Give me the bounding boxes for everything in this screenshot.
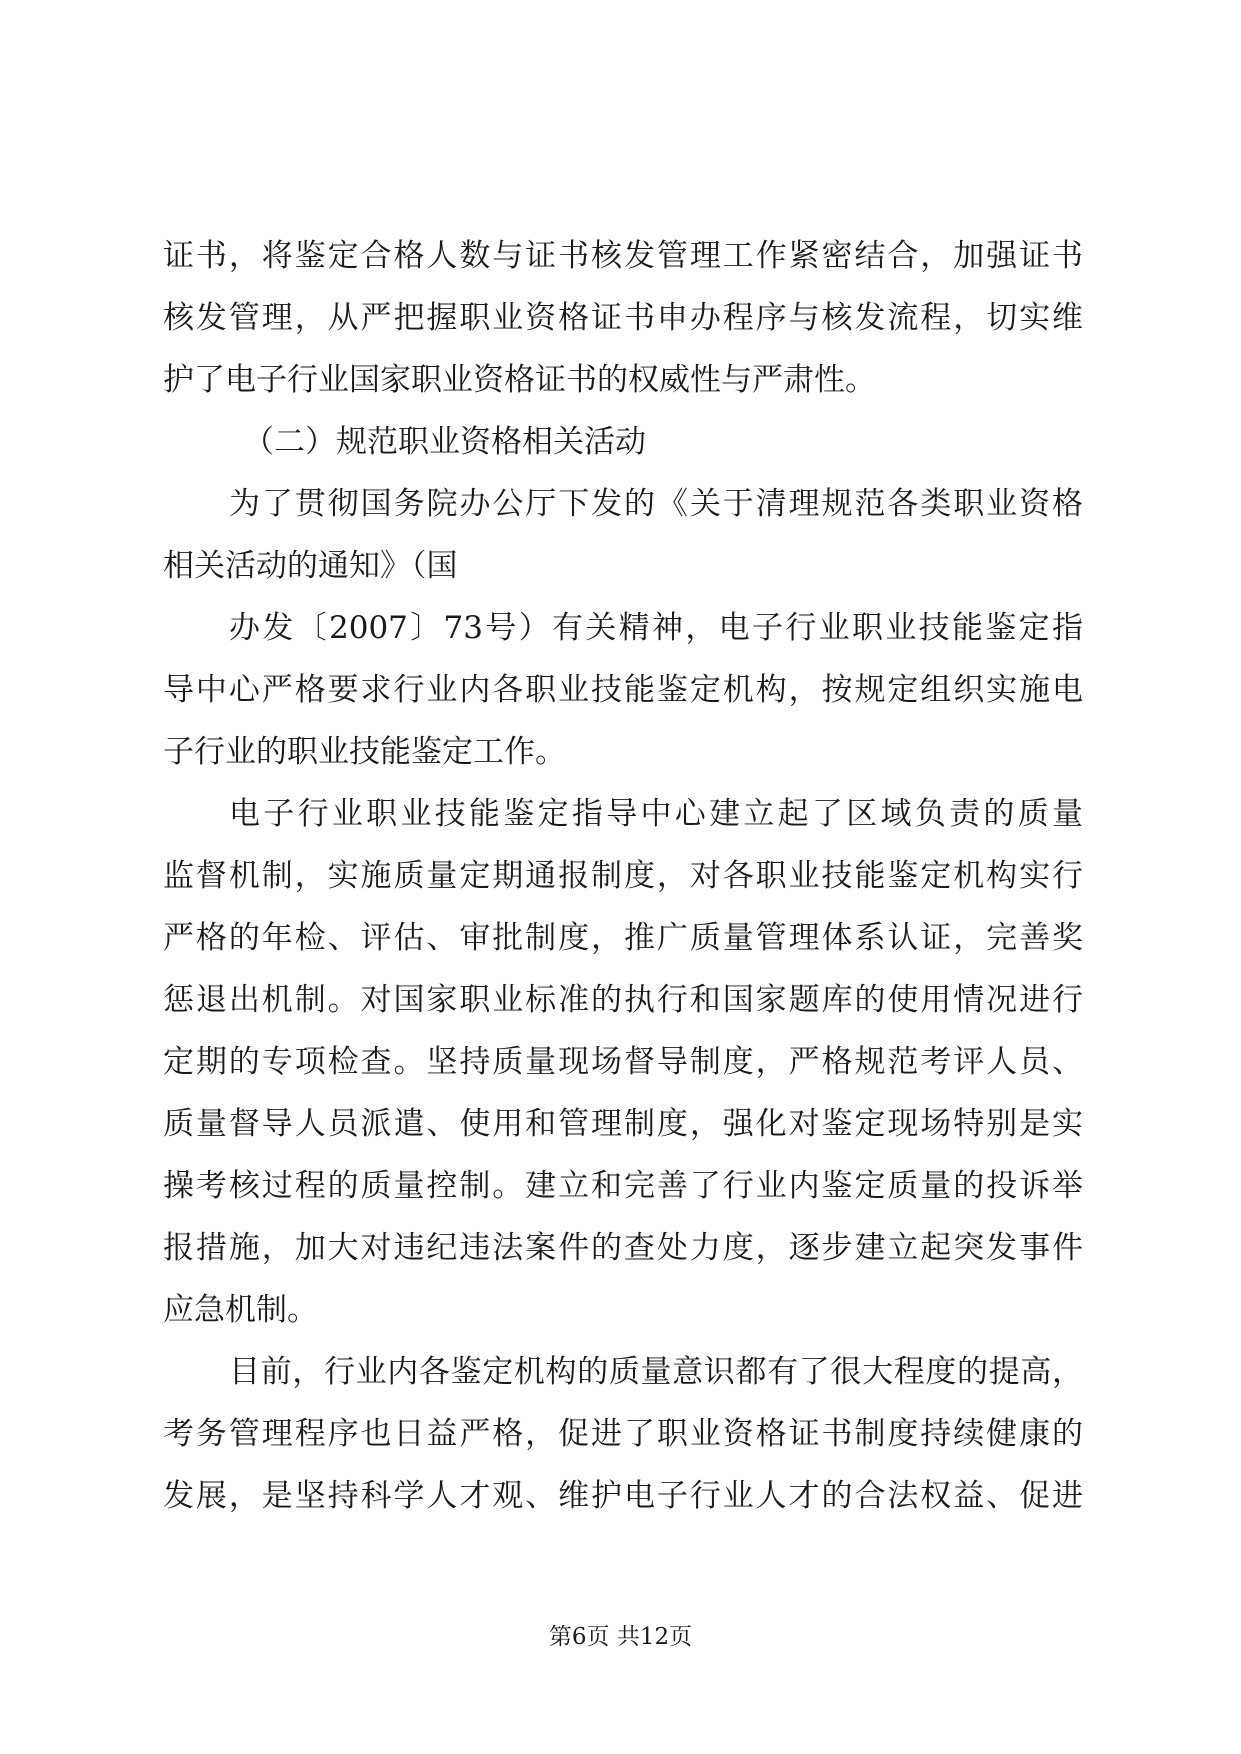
- text-line: 质量督导人员派遣、使用和管理制度，强化对鉴定现场特别是实: [163, 1106, 1083, 1142]
- text-line: 目前，行业内各鉴定机构的质量意识都有了很大程度的提高，: [229, 1354, 1083, 1390]
- page-number-footer: 第6页 共12页: [548, 1624, 693, 1650]
- text-line: 电子行业职业技能鉴定指导中心建立起了区域负责的质量: [229, 796, 1083, 832]
- text-line: 相关活动的通知》（国: [163, 548, 458, 584]
- text-line: 严格的年检、评估、审批制度，推广质量管理体系认证，完善奖: [163, 920, 1083, 956]
- text-line: 为了贯彻国务院办公厅下发的《关于清理规范各类职业资格: [229, 486, 1083, 522]
- text-line: 报措施，加大对违纪违法案件的查处力度，逐步建立起突发事件: [163, 1230, 1083, 1266]
- text-line: 证书，将鉴定合格人数与证书核发管理工作紧密结合，加强证书: [163, 238, 1083, 274]
- text-line: 监督机制，实施质量定期通报制度，对各职业技能鉴定机构实行: [163, 858, 1083, 894]
- text-line: 护了电子行业国家职业资格证书的权威性与严肃性。: [163, 362, 876, 398]
- text-line: 惩退出机制。对国家职业标准的执行和国家题库的使用情况进行: [163, 982, 1083, 1018]
- text-line: 办发〔2007〕73号）有关精神，电子行业职业技能鉴定指: [229, 610, 1083, 646]
- text-line: 定期的专项检查。坚持质量现场督导制度，严格规范考评人员、: [163, 1044, 1083, 1080]
- document-body: [163, 225, 1083, 1527]
- text-line: 发展，是坚持科学人才观、维护电子行业人才的合法权益、促进: [163, 1478, 1083, 1514]
- text-line: 导中心严格要求行业内各职业技能鉴定机构，按规定组织实施电: [163, 672, 1083, 708]
- text-line: 子行业的职业技能鉴定工作。: [163, 734, 566, 770]
- text-line: 应急机制。: [163, 1292, 318, 1328]
- text-line: 考务管理程序也日益严格，促进了职业资格证书制度持续健康的: [163, 1416, 1083, 1452]
- section-heading: （二）规范职业资格相关活动: [243, 424, 646, 460]
- text-line: 核发管理，从严把握职业资格证书申办程序与核发流程，切实维: [163, 300, 1083, 336]
- text-line: 操考核过程的质量控制。建立和完善了行业内鉴定质量的投诉举: [163, 1168, 1083, 1204]
